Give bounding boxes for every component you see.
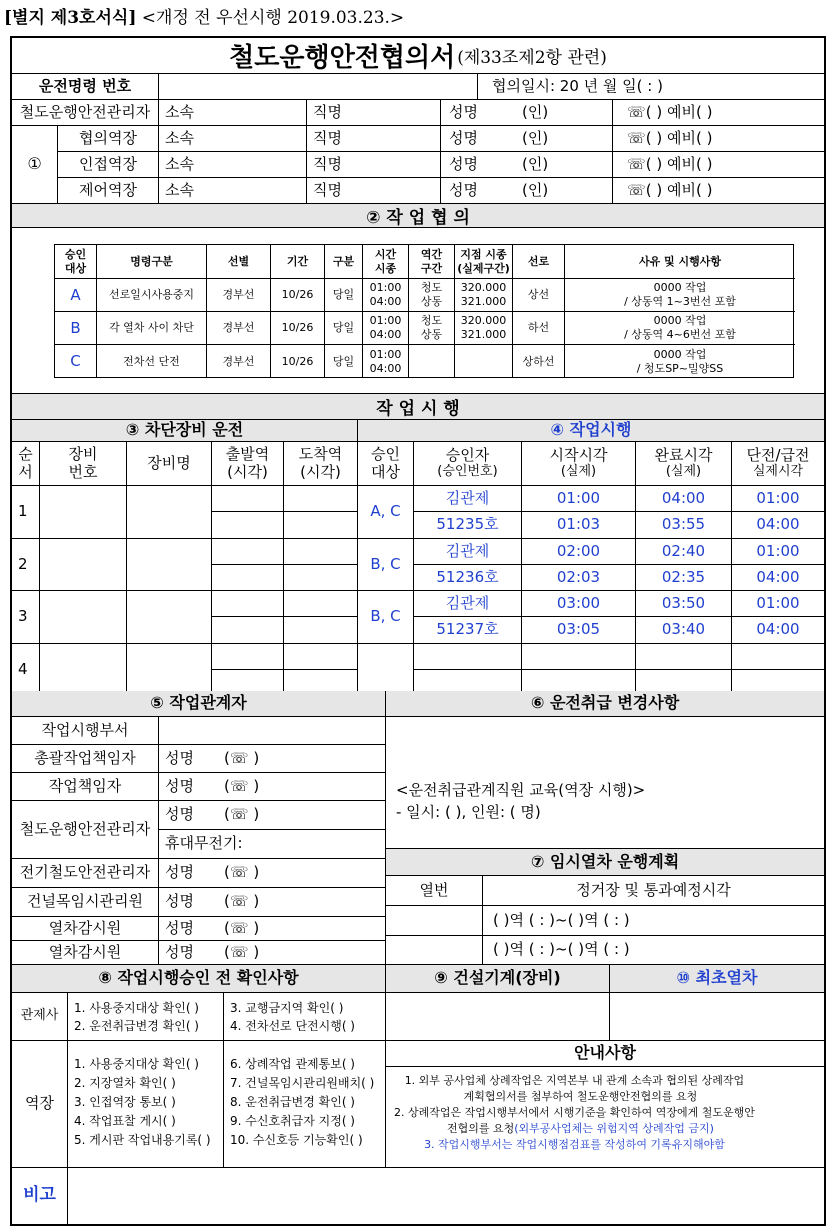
change-line1: <운전취급관계직원 교육(역장 시행)>: [396, 780, 646, 799]
approval-target[interactable]: [358, 644, 414, 697]
consult-cell-reason[interactable]: 0000 작업 / 상동역 4~6번선 포함: [565, 312, 795, 345]
work-exec-cell[interactable]: 김관제: [414, 486, 522, 512]
check-item[interactable]: 1. 사용중지대상 확인( ): [74, 1001, 199, 1015]
consult-cell-track[interactable]: 상하선: [513, 345, 565, 378]
arrival-input[interactable]: [284, 644, 358, 670]
name-field[interactable]: [441, 152, 613, 178]
name-label: 성명: [449, 180, 478, 199]
mobile-radio-field[interactable]: 휴대무전기:: [159, 830, 386, 859]
affiliation-field[interactable]: 소속: [159, 178, 307, 204]
equipment-name-input[interactable]: [127, 591, 212, 644]
change-line2: - 일시: ( ), 인원: ( 명): [396, 802, 541, 821]
guide-notes: [394, 1073, 755, 1153]
arrival-input[interactable]: [284, 486, 358, 512]
station-checks-right[interactable]: [224, 1041, 386, 1168]
personnel-name-field[interactable]: [159, 801, 386, 830]
info-role-label: 제어역장: [58, 178, 159, 204]
consult-col-header: 시간 시종: [363, 245, 409, 279]
form-title-text: 철도운행안전협의서: [229, 43, 456, 73]
form-title: [12, 38, 824, 74]
affiliation-field[interactable]: 소속: [159, 152, 307, 178]
form-tag: [별지 제3호서식]: [4, 8, 137, 28]
temp-train-schedule[interactable]: ( )역 ( : )~( )역 ( : ): [483, 936, 824, 965]
personnel-name-field[interactable]: [159, 917, 386, 941]
check-item[interactable]: 8. 운전취급변경 확인( ): [230, 1095, 355, 1109]
personnel-name-field[interactable]: [159, 745, 386, 773]
work-exec-cell[interactable]: 김관제: [414, 539, 522, 565]
affiliation-field[interactable]: 소속: [159, 126, 307, 152]
consult-cell-line[interactable]: 경부선: [207, 312, 271, 345]
name-label: 성명: [449, 128, 478, 147]
consultation-date[interactable]: 협의일시: 20 년 월 일( : ): [478, 74, 824, 100]
work-exec-cell[interactable]: 03:00: [522, 591, 636, 617]
work-row-number: 3: [12, 591, 40, 644]
consult-cell-section[interactable]: 청도 상동: [409, 312, 455, 345]
phone-field[interactable]: (☏ ): [223, 805, 260, 824]
consult-cell-div[interactable]: 당일: [325, 345, 363, 378]
remarks-input[interactable]: [68, 1168, 824, 1224]
work-row-number: 4: [12, 644, 40, 697]
temp-train-no-input[interactable]: [386, 936, 483, 965]
consult-col-header: 역간 구간: [409, 245, 455, 279]
work-col-header: 완료시각 (실제): [636, 442, 732, 486]
temp-train-col-schedule: 정거장 및 통과예정시각: [483, 876, 824, 906]
consult-cell-time[interactable]: 01:00 04:00: [363, 312, 409, 345]
name-field[interactable]: [441, 126, 613, 152]
first-train-heading: ⑩ 최초열차: [610, 965, 824, 993]
consult-cell-div[interactable]: 당일: [325, 312, 363, 345]
work-heading: 작 업 시 행: [12, 394, 824, 420]
info-role-label: 인접역장: [58, 152, 159, 178]
phone-field[interactable]: (☏ ): [223, 942, 260, 961]
personnel-name-field[interactable]: [159, 773, 386, 801]
temp-train-schedule[interactable]: ( )역 ( : )~( )역 ( : ): [483, 906, 824, 936]
arrival-input[interactable]: [284, 591, 358, 617]
work-col-header: 장비명: [127, 442, 212, 486]
departure-input[interactable]: [212, 486, 284, 512]
check-item[interactable]: 2. 운전취급변경 확인( ): [74, 1019, 199, 1033]
consult-col-header: 구분: [325, 245, 363, 279]
consult-cell-period[interactable]: 10/26: [271, 345, 325, 378]
phone-field[interactable]: (☏ ): [223, 863, 260, 882]
personnel-name-field[interactable]: [159, 941, 386, 965]
position-field[interactable]: 직명: [307, 152, 441, 178]
name-label: 성명: [165, 892, 194, 911]
consult-cell-section[interactable]: [409, 345, 455, 378]
consult-cell-period[interactable]: 10/26: [271, 312, 325, 345]
work-exec-cell[interactable]: [732, 644, 824, 670]
approval-target[interactable]: B, C: [358, 539, 414, 592]
guide-heading: 안내사항: [386, 1041, 824, 1067]
consult-cell-reason[interactable]: 0000 작업 / 상동역 1~3번선 포함: [565, 279, 795, 312]
consult-col-header: 지점 시종 (실제구간): [455, 245, 513, 279]
position-field[interactable]: 직명: [307, 100, 441, 126]
station-checks-left[interactable]: [68, 1041, 224, 1168]
personnel-role-label: 총괄작업책임자: [12, 745, 159, 773]
personnel-name-field[interactable]: [159, 888, 386, 917]
check-item[interactable]: 4. 전차선로 단전시행( ): [230, 1019, 355, 1033]
work-exec-cell[interactable]: [522, 644, 636, 670]
consult-cell-reason[interactable]: 0000 작업 / 청도SP~밀양SS: [636, 347, 724, 375]
work-exec-cell[interactable]: 02:00: [522, 539, 636, 565]
check-item[interactable]: 5. 게시판 작업내용기록( ): [74, 1133, 211, 1147]
work-exec-cell[interactable]: 04:00: [732, 565, 824, 591]
work-exec-cell[interactable]: 51237호: [414, 617, 522, 643]
consult-cell-target[interactable]: C: [55, 345, 97, 378]
consult-col-header: 기간: [271, 245, 325, 279]
work-col-header: 순 서: [12, 442, 40, 486]
work-col-header: 도착역 (시각): [284, 442, 358, 486]
arrival-input[interactable]: [284, 512, 358, 538]
approval-target[interactable]: A, C: [358, 486, 414, 539]
check-item[interactable]: 1. 사용중지대상 확인( ): [74, 1057, 199, 1071]
personnel-name-field[interactable]: [159, 859, 386, 888]
work-col-header: 승인 대상: [358, 442, 414, 486]
work-exec-cell[interactable]: [414, 644, 522, 670]
arrival-input[interactable]: [284, 565, 358, 591]
personnel-role-label: 철도운행안전관리자: [12, 801, 159, 859]
equipment-no-input[interactable]: [40, 539, 127, 592]
temp-train-heading: ⑦ 임시열차 운행계획: [386, 849, 824, 876]
work-exec-cell[interactable]: 김관제: [414, 591, 522, 617]
departure-input[interactable]: [212, 539, 284, 565]
consult-cell-order[interactable]: 선로일시사용중지: [97, 279, 207, 312]
equipment-no-input[interactable]: [40, 644, 127, 697]
work-exec-cell[interactable]: 51236호: [414, 565, 522, 591]
form-title-note: (제33조제2항 관련): [457, 48, 607, 68]
work-col-header: 단전/급전 실제시각: [732, 442, 824, 486]
seal-mark: (인): [521, 180, 549, 199]
departure-input[interactable]: [212, 512, 284, 538]
work-col-header: 출발역 (시각): [212, 442, 284, 486]
work-row-number: 1: [12, 486, 40, 539]
personnel-role-label: 열차감시원: [12, 941, 159, 965]
consult-cell-div[interactable]: 당일: [325, 279, 363, 312]
change-body[interactable]: [386, 717, 824, 849]
guide-note-warning: (외부공사업체는 위험지역 상례작업 금지): [514, 1121, 714, 1135]
approval-target[interactable]: B, C: [358, 591, 414, 644]
work-exec-cell[interactable]: 03:05: [522, 617, 636, 643]
equipment-input[interactable]: [386, 993, 610, 1041]
consult-cell-time[interactable]: 01:00 04:00: [363, 345, 409, 378]
consult-cell-section[interactable]: 청도 상동: [409, 279, 455, 312]
consult-cell-track[interactable]: 상선: [513, 279, 565, 312]
control-checks-left[interactable]: [68, 993, 224, 1041]
consult-cell-order[interactable]: 각 열차 사이 차단: [97, 312, 207, 345]
arrival-input[interactable]: [284, 539, 358, 565]
name-label: 성명: [165, 776, 194, 795]
first-train-input[interactable]: [610, 993, 824, 1041]
equipment-no-input[interactable]: [40, 591, 127, 644]
personnel-role-label: 전기철도안전관리자: [12, 859, 159, 888]
consult-cell-point[interactable]: 320.000 321.000: [455, 312, 513, 345]
work-col-header: 승인자 (승인번호): [414, 442, 522, 486]
phone-field[interactable]: (☏ ): [223, 918, 260, 937]
phone-field[interactable]: (☏ ): [223, 748, 260, 767]
work-exec-cell[interactable]: 01:00: [522, 486, 636, 512]
check-item[interactable]: 7. 건널목임시관리원배치( ): [230, 1076, 375, 1090]
dept-input[interactable]: [159, 717, 386, 745]
name-label: 성명: [165, 748, 194, 767]
work-exec-cell[interactable]: 03:50: [636, 591, 732, 617]
order-number-input[interactable]: [159, 74, 478, 100]
safety-consultation-form: [10, 36, 826, 1226]
temp-train-no-input[interactable]: [386, 906, 483, 936]
name-label: 성명: [165, 863, 194, 882]
section-consult-heading: ② 작 업 협 의: [12, 204, 824, 228]
remarks-label: 비고: [12, 1168, 68, 1224]
consult-col-header: 명령구분: [97, 245, 207, 279]
consult-cell-point[interactable]: [455, 345, 513, 378]
order-number-label: 운전명령 번호: [12, 74, 159, 100]
work-col-header: 장비 번호: [40, 442, 127, 486]
check-item[interactable]: 3. 교행금지역 확인( ): [230, 1001, 344, 1015]
guide-note: 1. 외부 공사업체 상례작업은 지역본부 내 관계 소속과 협의된 상례작업: [404, 1074, 745, 1087]
guide-note: 3. 작업시행부서는 작업시행점검표를 작성하여 기록유지해야함: [424, 1137, 725, 1151]
control-label: 관제사: [12, 993, 68, 1041]
personnel-role-label: 작업책임자: [12, 773, 159, 801]
work-row-number: 2: [12, 539, 40, 592]
info-role-label: 철도운행안전관리자: [12, 100, 159, 126]
equipment-no-input[interactable]: [40, 486, 127, 539]
name-field[interactable]: [441, 100, 613, 126]
seal-mark: (인): [521, 128, 549, 147]
name-label: 성명: [449, 102, 478, 121]
consult-col-header: 선별: [207, 245, 271, 279]
work-col-header: 시작시각 (실제): [522, 442, 636, 486]
work-exec-cell[interactable]: 01:03: [522, 512, 636, 538]
check-item[interactable]: 10. 수신호등 기능확인( ): [230, 1133, 363, 1147]
station-label: 역장: [12, 1041, 68, 1168]
work-exec-cell[interactable]: 04:00: [732, 617, 824, 643]
consult-col-header: 선로: [513, 245, 565, 279]
departure-input[interactable]: [212, 617, 284, 643]
affiliation-field[interactable]: 소속: [159, 100, 307, 126]
name-label: 성명: [165, 942, 194, 961]
guide-note: 계획협의서를 첨부하여 철도운행안전협의를 요청: [463, 1089, 698, 1103]
dept-label: 작업시행부서: [12, 717, 159, 745]
work-exec-cell[interactable]: 51235호: [414, 512, 522, 538]
consult-col-header: 승인 대상: [55, 245, 97, 279]
name-label: 성명: [449, 154, 478, 173]
name-field[interactable]: [441, 178, 613, 204]
consult-cell-point[interactable]: 320.000 321.000: [455, 279, 513, 312]
seal-mark: (인): [521, 154, 549, 173]
work-exec-cell[interactable]: 01:00: [732, 486, 824, 512]
equipment-name-input[interactable]: [127, 486, 212, 539]
check-item[interactable]: 2. 지장열차 확인( ): [74, 1076, 176, 1090]
seal-mark: (인): [521, 102, 549, 121]
phone-field[interactable]: ☏( ) 예비( ): [613, 152, 824, 178]
work-exec-cell[interactable]: 01:00: [732, 591, 824, 617]
equipment-name-input[interactable]: [127, 644, 212, 697]
phone-field[interactable]: (☏ ): [223, 776, 260, 795]
work-exec-cell[interactable]: 02:35: [636, 565, 732, 591]
work-exec-cell[interactable]: 03:40: [636, 617, 732, 643]
work-exec-cell[interactable]: [636, 644, 732, 670]
guide-body: [386, 1067, 824, 1168]
block-equipment-heading: ③ 차단장비 운전: [12, 420, 358, 442]
phone-field[interactable]: (☏ ): [223, 892, 260, 911]
check-item[interactable]: 9. 수신호취급자 지정( ): [230, 1114, 355, 1128]
consult-cell-line[interactable]: 경부선: [207, 345, 271, 378]
work-exec-heading: ④ 작업시행: [358, 420, 824, 442]
consult-cell-target[interactable]: A: [55, 279, 97, 312]
phone-field[interactable]: ☏( ) 예비( ): [613, 126, 824, 152]
personnel-role-label: 건널목임시관리원: [12, 888, 159, 917]
consult-col-header: 사유 및 시행사항: [565, 245, 795, 279]
consult-cell-track[interactable]: 하선: [513, 312, 565, 345]
control-checks-right[interactable]: [224, 993, 386, 1041]
work-exec-cell[interactable]: 04:00: [636, 486, 732, 512]
personnel-heading: ⑤ 작업관계자: [12, 691, 386, 717]
equipment-heading: ⑨ 건설기계(장비): [386, 965, 610, 993]
work-exec-cell[interactable]: 03:55: [636, 512, 732, 538]
guide-note: 2. 상례작업은 작업시행부서에서 시행기준을 확인하여 역장에게 철도운행안: [394, 1105, 755, 1119]
form-header: [4, 2, 404, 34]
consult-cell-order[interactable]: 전차선 단전: [97, 345, 207, 378]
departure-input[interactable]: [212, 644, 284, 670]
departure-input[interactable]: [212, 591, 284, 617]
check-item[interactable]: 6. 상례작업 관제통보( ): [230, 1057, 355, 1071]
work-exec-cell[interactable]: 02:03: [522, 565, 636, 591]
equipment-name-input[interactable]: [127, 539, 212, 592]
work-exec-cell[interactable]: 01:00: [732, 539, 824, 565]
form-revision-note: <개정 전 우선시행 2019.03.23.>: [141, 8, 405, 28]
guide-note: 전협의를 요청: [446, 1121, 515, 1135]
phone-field[interactable]: ☏( ) 예비( ): [613, 178, 824, 204]
change-heading: ⑥ 운전취급 변경사항: [386, 691, 824, 717]
name-label: 성명: [165, 805, 194, 824]
consult-cell-time[interactable]: 01:00 04:00: [363, 279, 409, 312]
phone-field[interactable]: ☏( ) 예비( ): [613, 100, 824, 126]
check-item[interactable]: 3. 인접역장 통보( ): [74, 1095, 176, 1109]
consult-table: [54, 244, 794, 378]
position-field[interactable]: 직명: [307, 178, 441, 204]
consult-cell-line[interactable]: 경부선: [207, 279, 271, 312]
consult-cell-period[interactable]: 10/26: [271, 279, 325, 312]
check-item[interactable]: 4. 작업표찰 게시( ): [74, 1114, 176, 1128]
consult-cell-target[interactable]: B: [55, 312, 97, 345]
personnel-role-label: 열차감시원: [12, 917, 159, 941]
name-label: 성명: [165, 918, 194, 937]
work-exec-cell[interactable]: 02:40: [636, 539, 732, 565]
work-exec-cell[interactable]: 04:00: [732, 512, 824, 538]
confirm-heading: ⑧ 작업시행승인 전 확인사항: [12, 965, 386, 993]
info-section-number: ①: [12, 126, 58, 204]
arrival-input[interactable]: [284, 617, 358, 643]
departure-input[interactable]: [212, 565, 284, 591]
info-role-label: 협의역장: [58, 126, 159, 152]
position-field[interactable]: 직명: [307, 126, 441, 152]
temp-train-col-train: 열번: [386, 876, 483, 906]
